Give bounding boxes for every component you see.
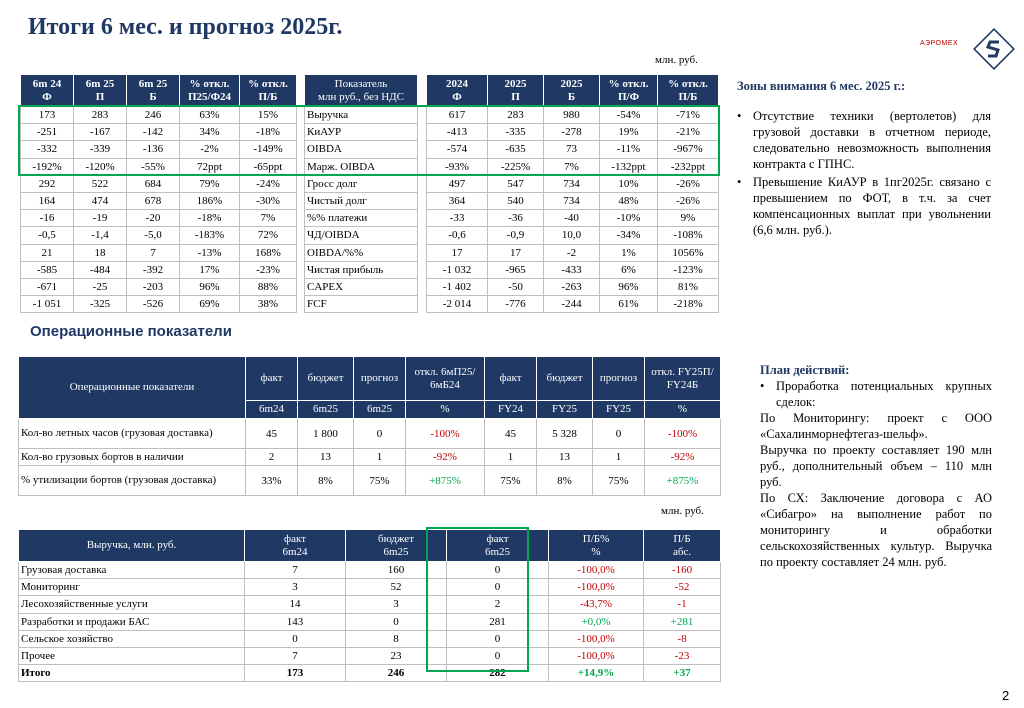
table-cell: 15%	[240, 107, 297, 124]
table-cell: -92%	[645, 449, 721, 466]
table-cell: 1 800	[298, 419, 354, 449]
table-row	[21, 278, 297, 295]
table-cell: 48%	[600, 192, 658, 209]
table-cell: -160	[644, 562, 721, 579]
table-cell: 38%	[240, 296, 297, 313]
table-cell: 52	[346, 579, 447, 596]
table-cell: 79%	[180, 175, 240, 192]
table-cell: -100,0%	[549, 579, 644, 596]
plan-heading: План действий:	[760, 363, 850, 377]
table-cell: -100,0%	[549, 630, 644, 647]
table-cell: -5,0	[127, 227, 180, 244]
table-cell: 21	[21, 244, 74, 261]
table-cell: 980	[544, 107, 600, 124]
table-cell: -0,5	[21, 227, 74, 244]
table-cell: -574	[427, 141, 488, 158]
table-cell: -30%	[240, 192, 297, 209]
table-row	[19, 647, 721, 664]
table-cell: 1	[485, 449, 537, 466]
table-cell: +37	[644, 665, 721, 682]
rt-h4: % откл. П/Б	[658, 75, 719, 107]
row-label: Лесохозяйственные услуги	[19, 596, 245, 613]
table-cell: 8%	[537, 466, 593, 496]
table-cell: -100,0%	[549, 562, 644, 579]
table-row	[427, 141, 719, 158]
table-cell: 0	[346, 613, 447, 630]
table-cell: -484	[74, 261, 127, 278]
table-row	[19, 613, 721, 630]
table-row	[305, 175, 418, 192]
row-label: Грузовая доставка	[19, 562, 245, 579]
table-cell: -776	[488, 296, 544, 313]
table-cell: -325	[74, 296, 127, 313]
table-cell: -92%	[406, 449, 485, 466]
row-label: Мониторинг	[19, 579, 245, 596]
op-header-label: Операционные показатели	[19, 357, 246, 419]
table-cell: -225%	[488, 158, 544, 175]
table-cell: -26%	[658, 175, 719, 192]
table-row	[305, 210, 418, 227]
action-plan	[760, 362, 992, 570]
table-cell: -218%	[658, 296, 719, 313]
indicator-label: OIBDA/%%	[305, 244, 418, 261]
logo-s-icon	[984, 38, 1004, 60]
table-cell: -13%	[180, 244, 240, 261]
plan-paragraph: По СХ: Заключение договора с АО «Сибагро» на выполнение работ по мониторингу и обработки сельскохозяйственных культур. Выручка по проекту составляет 24 млн. руб.	[760, 491, 992, 569]
table-cell: -10%	[600, 210, 658, 227]
table-cell: 18	[74, 244, 127, 261]
table-cell: -392	[127, 261, 180, 278]
table-cell: -1 032	[427, 261, 488, 278]
table-cell: 186%	[180, 192, 240, 209]
table-cell: 173	[21, 107, 74, 124]
table-cell: -25	[74, 278, 127, 295]
rt-h2: 2025 Б	[544, 75, 600, 107]
table-cell: 173	[245, 665, 346, 682]
table-cell: +14,9%	[549, 665, 644, 682]
table-cell: -21%	[658, 124, 719, 141]
table-row	[19, 630, 721, 647]
attention-heading: Зоны внимания 6 мес. 2025 г.:	[737, 79, 906, 93]
table-row	[305, 107, 418, 124]
table-cell: 75%	[485, 466, 537, 496]
table-row	[305, 278, 418, 295]
lt-h1: 6m 25 П	[74, 75, 127, 107]
table-cell: 6%	[600, 261, 658, 278]
attention-item: • Отсутствие техники (вертолетов) для грузовой доставки в отчетном периоде, следовательно невозможность выполнения контракта с ГПНС.	[737, 108, 991, 172]
table-cell: 292	[21, 175, 74, 192]
table-row	[427, 124, 719, 141]
rev-header-label: Выручка, млн. руб.	[19, 530, 245, 562]
table-row	[19, 579, 721, 596]
table-cell: -55%	[127, 158, 180, 175]
indicator-header: Показатель млн руб., без НДС	[305, 75, 418, 107]
table-cell: -2	[544, 244, 600, 261]
indicator-label: Гросс долг	[305, 175, 418, 192]
table-cell: +281	[644, 613, 721, 630]
table-cell: 2	[447, 596, 549, 613]
table-row	[427, 210, 719, 227]
lt-h4: % откл. П/Б	[240, 75, 297, 107]
table-cell: -2%	[180, 141, 240, 158]
table-cell: -671	[21, 278, 74, 295]
table-cell: 168%	[240, 244, 297, 261]
table-cell: -244	[544, 296, 600, 313]
table-cell: 96%	[180, 278, 240, 295]
table-cell: 81%	[658, 278, 719, 295]
indicator-label: %% платежи	[305, 210, 418, 227]
table-cell: -18%	[180, 210, 240, 227]
table-row	[21, 175, 297, 192]
table-cell: 497	[427, 175, 488, 192]
table-cell: 522	[74, 175, 127, 192]
table-row	[21, 158, 297, 175]
table-row	[427, 278, 719, 295]
table-cell: 72ppt	[180, 158, 240, 175]
table-cell: 678	[127, 192, 180, 209]
table-cell: 45	[485, 419, 537, 449]
row-label: Сельское хозяйство	[19, 630, 245, 647]
table-cell: -100%	[406, 419, 485, 449]
table-cell: -132ppt	[600, 158, 658, 175]
row-label: Кол-во летных часов (грузовая доставка)	[19, 419, 246, 449]
table-row	[427, 261, 719, 278]
table-cell: -65ppt	[240, 158, 297, 175]
table-cell: -34%	[600, 227, 658, 244]
table-cell: -526	[127, 296, 180, 313]
table-cell: 1%	[600, 244, 658, 261]
table-cell: -585	[21, 261, 74, 278]
table-cell: -23	[644, 647, 721, 664]
table-cell: 8%	[298, 466, 354, 496]
table-cell: -967%	[658, 141, 719, 158]
table-cell: 0	[447, 579, 549, 596]
table-row	[305, 244, 418, 261]
table-cell: -108%	[658, 227, 719, 244]
table-cell: -11%	[600, 141, 658, 158]
table-cell: -635	[488, 141, 544, 158]
table-row	[305, 261, 418, 278]
units-label-2: млн. руб.	[661, 505, 704, 517]
indicator-label: FCF	[305, 296, 418, 313]
table-row	[305, 227, 418, 244]
operational-section-title: Операционные показатели	[30, 323, 232, 340]
table-row	[427, 244, 719, 261]
table-cell: -40	[544, 210, 600, 227]
table-cell: -339	[74, 141, 127, 158]
lt-h3: % откл. П25/Ф24	[180, 75, 240, 107]
table-row	[427, 192, 719, 209]
table-cell: 0	[593, 419, 645, 449]
table-row	[21, 124, 297, 141]
indicator-table	[304, 74, 418, 313]
table-cell: 75%	[593, 466, 645, 496]
table-cell: 10%	[600, 175, 658, 192]
total-row	[19, 665, 721, 682]
table-cell: -26%	[658, 192, 719, 209]
table-cell: 96%	[600, 278, 658, 295]
aeromekh-logo: АЭРОМЕХ	[920, 40, 959, 47]
table-row	[21, 192, 297, 209]
table-cell: -0,9	[488, 227, 544, 244]
table-cell: 281	[447, 613, 549, 630]
table-cell: 1	[354, 449, 406, 466]
table-cell: 5 328	[537, 419, 593, 449]
table-cell: 88%	[240, 278, 297, 295]
row-label: Итого	[19, 665, 245, 682]
table-cell: 34%	[180, 124, 240, 141]
table-cell: -33	[427, 210, 488, 227]
table-cell: 63%	[180, 107, 240, 124]
indicator-label: Чистая прибыль	[305, 261, 418, 278]
table-cell: -54%	[600, 107, 658, 124]
table-cell: -192%	[21, 158, 74, 175]
table-cell: -1 402	[427, 278, 488, 295]
row-label: % утилизации бортов (грузовая доставка)	[19, 466, 246, 496]
page-number: 2	[1002, 688, 1010, 703]
attention-zones	[737, 78, 991, 240]
table-cell: 283	[488, 107, 544, 124]
row-label: Прочее	[19, 647, 245, 664]
table-cell: -100%	[645, 419, 721, 449]
table-cell: 7	[127, 244, 180, 261]
attention-item: • Превышение КиАУР в 1пг2025г. связано с превышением по ФОТ, в т.ч. за счет компенсационных выплат при увольнении (6,6 млн. руб.).	[737, 174, 991, 238]
table-cell: -142	[127, 124, 180, 141]
table-cell: 7	[245, 562, 346, 579]
table-cell: 72%	[240, 227, 297, 244]
table-row	[305, 296, 418, 313]
table-cell: 0	[245, 630, 346, 647]
table-cell: 3	[245, 579, 346, 596]
table-row	[427, 296, 719, 313]
table-cell: 23	[346, 647, 447, 664]
table-cell: 143	[245, 613, 346, 630]
table-cell: -332	[21, 141, 74, 158]
table-cell: -8	[644, 630, 721, 647]
table-cell: -278	[544, 124, 600, 141]
table-row	[427, 158, 719, 175]
table-cell: -43,7%	[549, 596, 644, 613]
table-cell: -120%	[74, 158, 127, 175]
table-cell: 17%	[180, 261, 240, 278]
right-financial-table	[426, 74, 719, 313]
table-cell: -335	[488, 124, 544, 141]
table-cell: -19	[74, 210, 127, 227]
table-cell: 246	[346, 665, 447, 682]
indicator-label: Чистый долг	[305, 192, 418, 209]
table-cell: 0	[447, 630, 549, 647]
table-cell: -183%	[180, 227, 240, 244]
table-cell: 734	[544, 175, 600, 192]
table-cell: 734	[544, 192, 600, 209]
table-cell: 246	[127, 107, 180, 124]
rt-h1: 2025 П	[488, 75, 544, 107]
table-cell: -20	[127, 210, 180, 227]
table-cell: -71%	[658, 107, 719, 124]
table-cell: 45	[246, 419, 298, 449]
table-cell: 164	[21, 192, 74, 209]
table-row	[21, 244, 297, 261]
indicator-label: Выручка	[305, 107, 418, 124]
table-cell: 10,0	[544, 227, 600, 244]
indicator-label: OIBDA	[305, 141, 418, 158]
table-cell: 1056%	[658, 244, 719, 261]
indicator-label: ЧД/OIBDA	[305, 227, 418, 244]
table-row	[21, 261, 297, 278]
table-cell: 160	[346, 562, 447, 579]
table-cell: 3	[346, 596, 447, 613]
table-row	[19, 419, 721, 449]
table-cell: -100,0%	[549, 647, 644, 664]
table-cell: -24%	[240, 175, 297, 192]
table-cell: +875%	[406, 466, 485, 496]
table-cell: 73	[544, 141, 600, 158]
table-cell: -16	[21, 210, 74, 227]
table-cell: -149%	[240, 141, 297, 158]
table-cell: -203	[127, 278, 180, 295]
table-cell: 0	[447, 562, 549, 579]
table-row	[305, 124, 418, 141]
left-financial-table	[20, 74, 297, 313]
table-row	[305, 192, 418, 209]
table-cell: 364	[427, 192, 488, 209]
table-cell: 684	[127, 175, 180, 192]
page-title: Итоги 6 мес. и прогноз 2025г.	[28, 14, 343, 40]
table-cell: 33%	[246, 466, 298, 496]
table-cell: -1,4	[74, 227, 127, 244]
lt-h2: 6m 25 Б	[127, 75, 180, 107]
table-cell: -263	[544, 278, 600, 295]
indicator-label: Марж. OIBDA	[305, 158, 418, 175]
table-cell: 283	[74, 107, 127, 124]
table-row	[427, 175, 719, 192]
table-cell: -167	[74, 124, 127, 141]
table-cell: 547	[488, 175, 544, 192]
table-row	[19, 466, 721, 496]
table-cell: 282	[447, 665, 549, 682]
table-cell: -1 051	[21, 296, 74, 313]
table-cell: 540	[488, 192, 544, 209]
table-row	[427, 107, 719, 124]
table-cell: -136	[127, 141, 180, 158]
table-cell: 17	[427, 244, 488, 261]
table-cell: +0,0%	[549, 613, 644, 630]
table-cell: 69%	[180, 296, 240, 313]
table-row	[21, 296, 297, 313]
lt-h0: 6m 24 Ф	[21, 75, 74, 107]
table-cell: 19%	[600, 124, 658, 141]
table-cell: 0	[354, 419, 406, 449]
table-cell: 7%	[240, 210, 297, 227]
table-cell: 13	[298, 449, 354, 466]
table-cell: 7	[245, 647, 346, 664]
table-row	[19, 562, 721, 579]
table-row	[19, 449, 721, 466]
table-cell: 13	[537, 449, 593, 466]
plan-paragraph: По Мониторингу: проект с ООО «Сахалинморнефтегаз-шельф».	[760, 411, 992, 441]
table-cell: 7%	[544, 158, 600, 175]
table-cell: 9%	[658, 210, 719, 227]
plan-bullet: • Проработка потенциальных крупных сделок:	[760, 378, 992, 410]
table-cell: -36	[488, 210, 544, 227]
table-row	[21, 210, 297, 227]
table-cell: -1	[644, 596, 721, 613]
table-cell: 75%	[354, 466, 406, 496]
indicator-label: CAPEX	[305, 278, 418, 295]
table-cell: 1	[593, 449, 645, 466]
table-cell: -965	[488, 261, 544, 278]
table-cell: +875%	[645, 466, 721, 496]
plan-paragraph: Выручка по проекту составляет 190 млн руб., дополнительный объем – 110 млн руб.	[760, 443, 992, 489]
table-row	[21, 227, 297, 244]
table-cell: 17	[488, 244, 544, 261]
table-cell: -0,6	[427, 227, 488, 244]
revenue-table: Выручка, млн. руб. факт 6m24 бюджет 6m25 факт 6m25 П/Б% % П/Б абс. Грузовая доставка 7 160 0 -100,0% -160 Мониторинг 3 52 0 -100,0% -52 Лесохозяйственные услуги 14 3 2 -43,7% -1 Разработки и продажи БАС 143 0 281 +0,0% +281 Сельское хозяйство 0 8 0 -100,0% -8 Прочее 7 23 0 -100,0% -23 Итого 173 246 282 +14,9% +37	[18, 529, 721, 682]
table-cell: -93%	[427, 158, 488, 175]
table-cell: 14	[245, 596, 346, 613]
table-cell: 0	[447, 647, 549, 664]
table-cell: -23%	[240, 261, 297, 278]
row-label: Разработки и продажи БАС	[19, 613, 245, 630]
table-cell: 8	[346, 630, 447, 647]
table-cell: -52	[644, 579, 721, 596]
rt-h3: % откл. П/Ф	[600, 75, 658, 107]
table-cell: 61%	[600, 296, 658, 313]
table-cell: -50	[488, 278, 544, 295]
units-label: млн. руб.	[655, 54, 698, 66]
row-label: Кол-во грузовых бортов в наличии	[19, 449, 246, 466]
table-cell: 474	[74, 192, 127, 209]
table-row	[21, 141, 297, 158]
table-cell: -251	[21, 124, 74, 141]
table-cell: 617	[427, 107, 488, 124]
table-cell: -2 014	[427, 296, 488, 313]
table-cell: 2	[246, 449, 298, 466]
operational-table: Операционные показатели факт бюджет прогноз откл. 6мП25/ 6мБ24 факт бюджет прогноз откл. FY25П/ FY24Б 6m24 6m25 6m25 % FY24 FY25 FY25 % Кол-во летных часов (грузовая доставка) 45 1 800 0 -100% 45 5 328 0 -100% Кол-во грузовых бортов в наличии 2 13 1 -92% 1 13 1 -92% % утилизации бортов (грузовая доставка) 33% 8% 75% +875% 75% 8% 75% +875%	[18, 356, 721, 496]
indicator-label: КиАУР	[305, 124, 418, 141]
table-cell: -433	[544, 261, 600, 278]
table-cell: -123%	[658, 261, 719, 278]
table-row	[21, 107, 297, 124]
table-row	[19, 596, 721, 613]
table-row	[305, 141, 418, 158]
table-cell: -232ppt	[658, 158, 719, 175]
table-cell: -413	[427, 124, 488, 141]
rt-h0: 2024 Ф	[427, 75, 488, 107]
table-row	[305, 158, 418, 175]
table-cell: -18%	[240, 124, 297, 141]
table-row	[427, 227, 719, 244]
